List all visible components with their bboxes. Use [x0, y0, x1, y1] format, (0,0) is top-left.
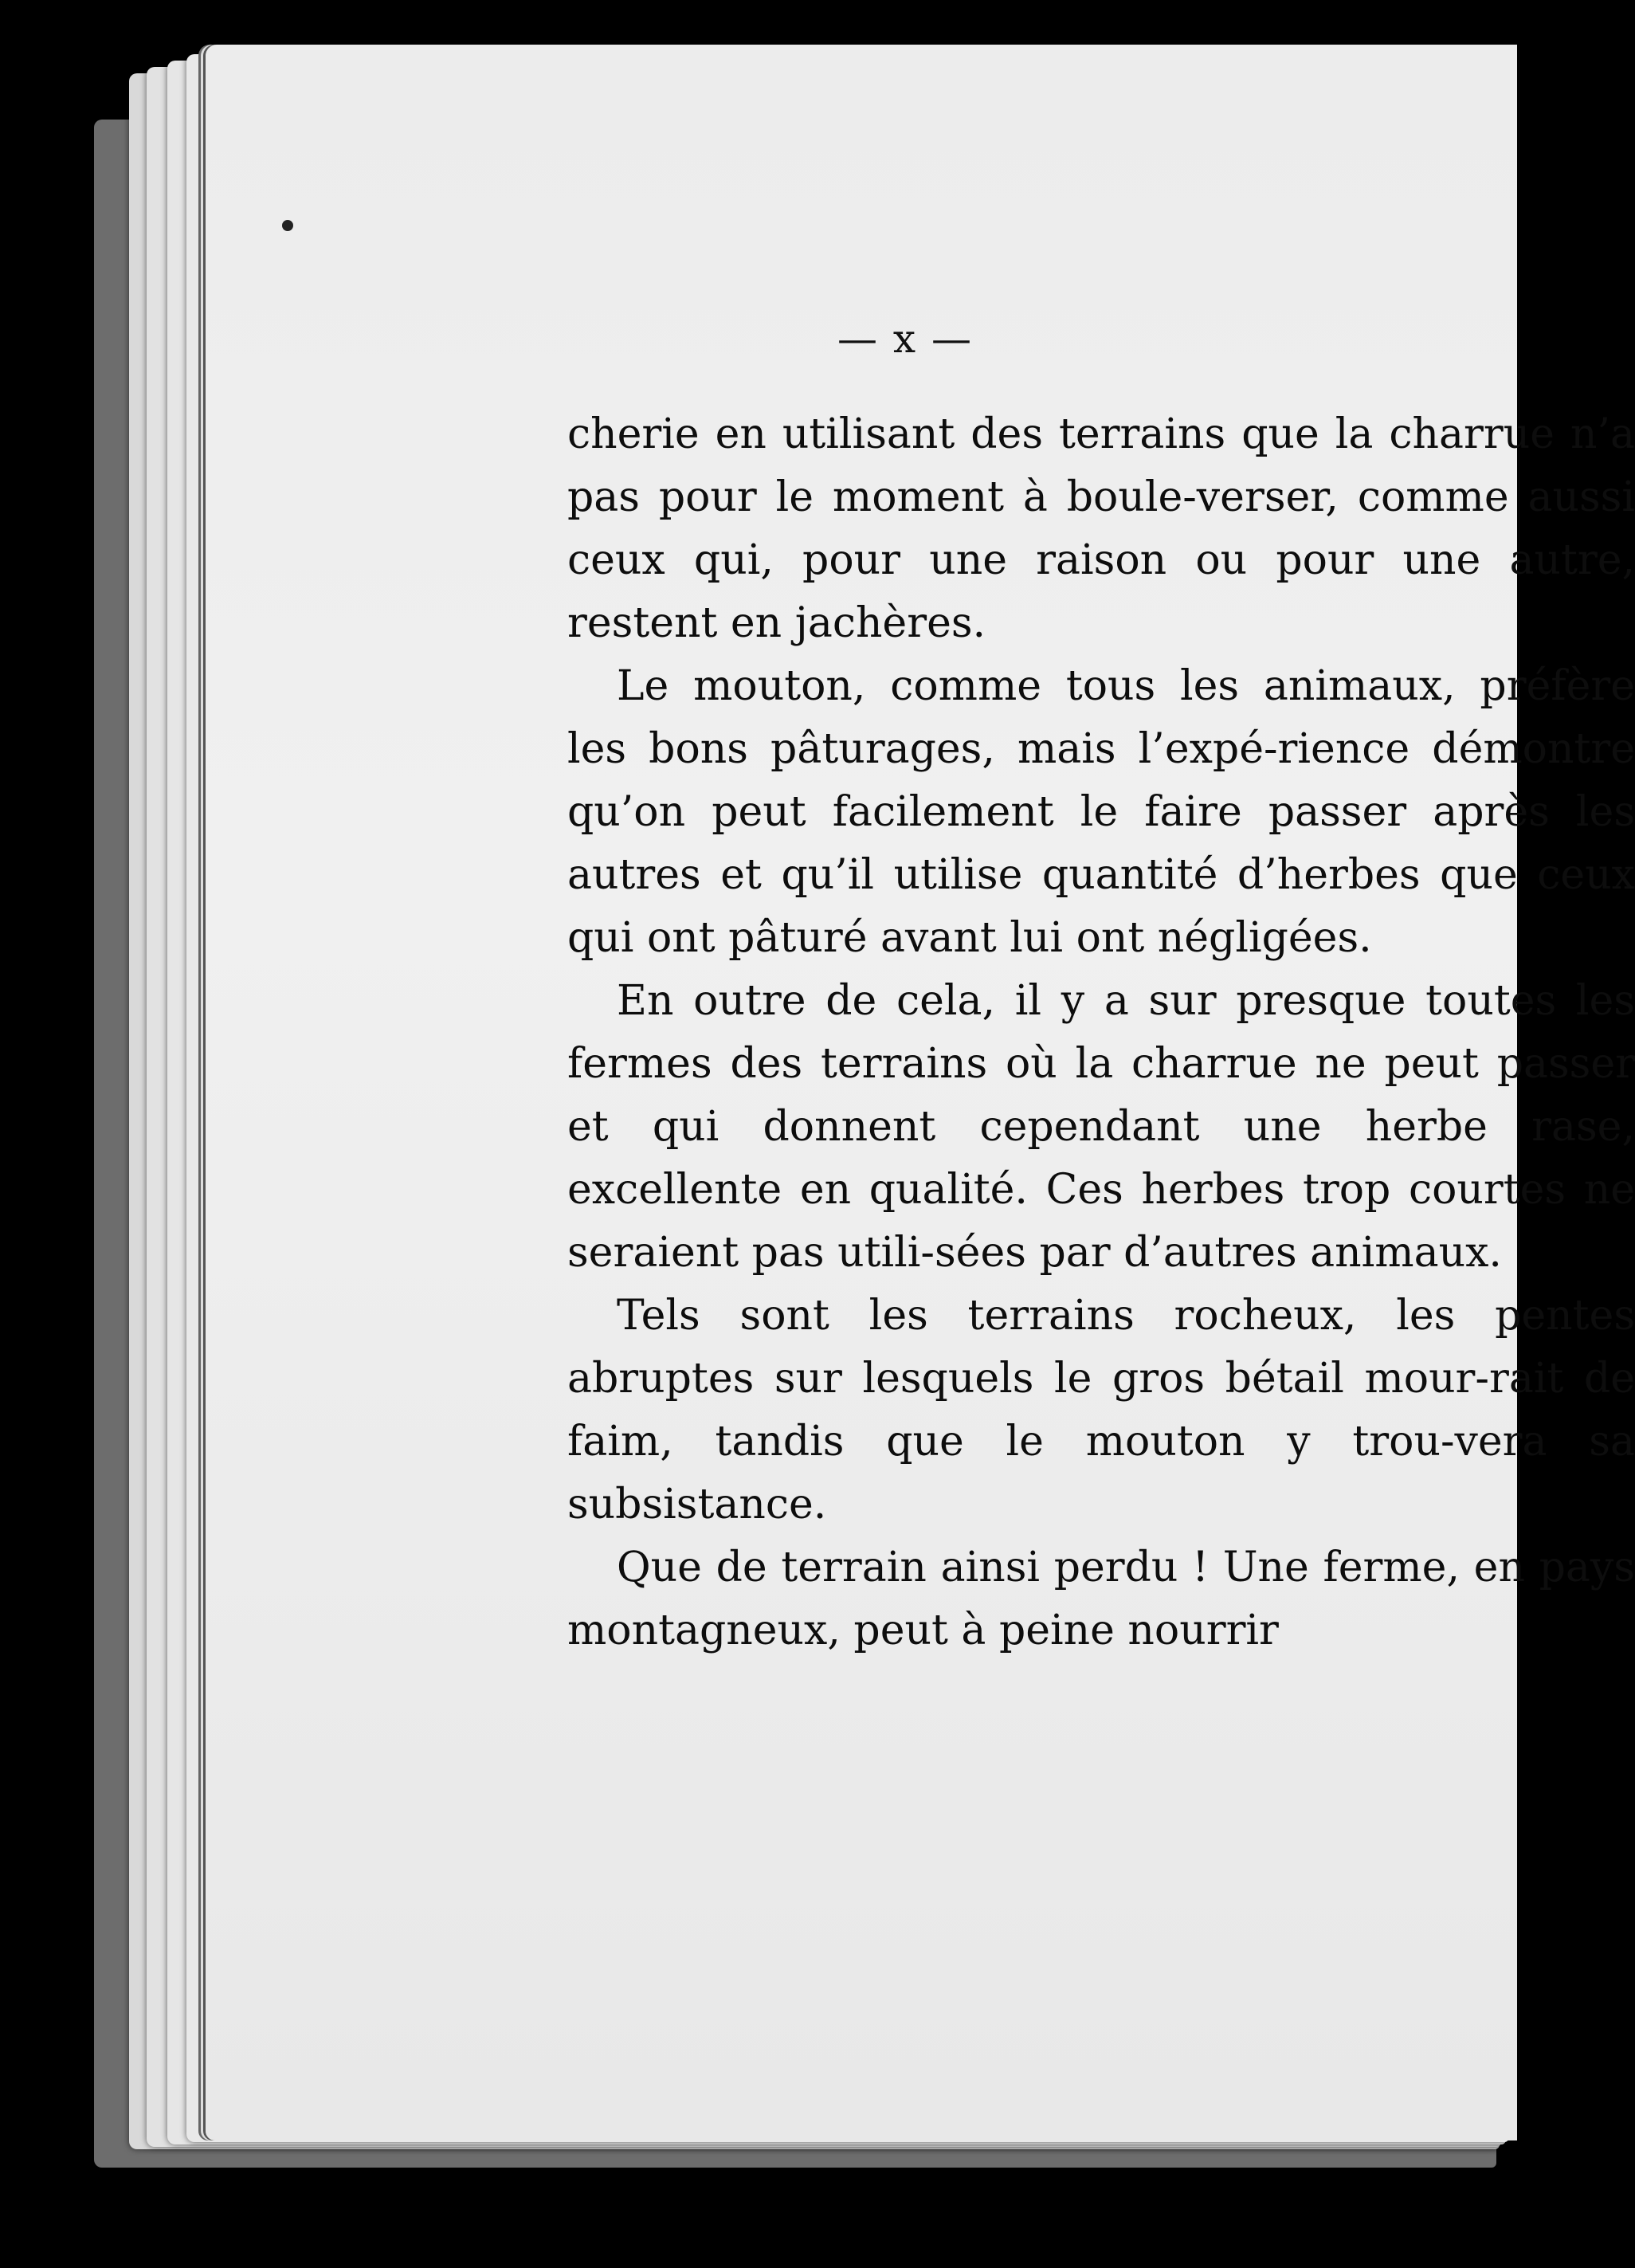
- paragraph: cherie en utilisant des terrains que la charrue n’a pas pour le moment à boule-verser, comme aussi ceux qui, pour une raison ou pour une autre, restent en jachères.: [567, 410, 1635, 647]
- paragraph: En outre de cela, il y a sur presque toutes les fermes des terrains où la charrue ne peut passer et qui donnent cependant une herbe rase, excellente en qualité. Ces herbes trop courtes ne seraient pas utili-sées par d’autres animaux.: [567, 977, 1635, 1277]
- paragraph: Tels sont les terrains rocheux, les pentes abruptes sur lesquels le gros bétail mour-rait de faim, tandis que le mouton y trou-vera sa subsistance.: [567, 1292, 1635, 1528]
- page-number-header: — x —: [837, 316, 973, 362]
- ink-speck: [282, 220, 293, 231]
- body-text: [567, 403, 1635, 1662]
- paragraph: Que de terrain ainsi perdu ! Une ferme, en pays montagneux, peut à peine nourrir: [567, 1544, 1635, 1654]
- paragraph: Le mouton, comme tous les animaux, préfère les bons pâturages, mais l’expé-rience démontre qu’on peut facilement le faire passer après les autres et qu’il utilise quantité d’herbes que ceux qui ont pâturé avant lui ont négligées.: [567, 662, 1635, 962]
- book-page: [206, 45, 1635, 2140]
